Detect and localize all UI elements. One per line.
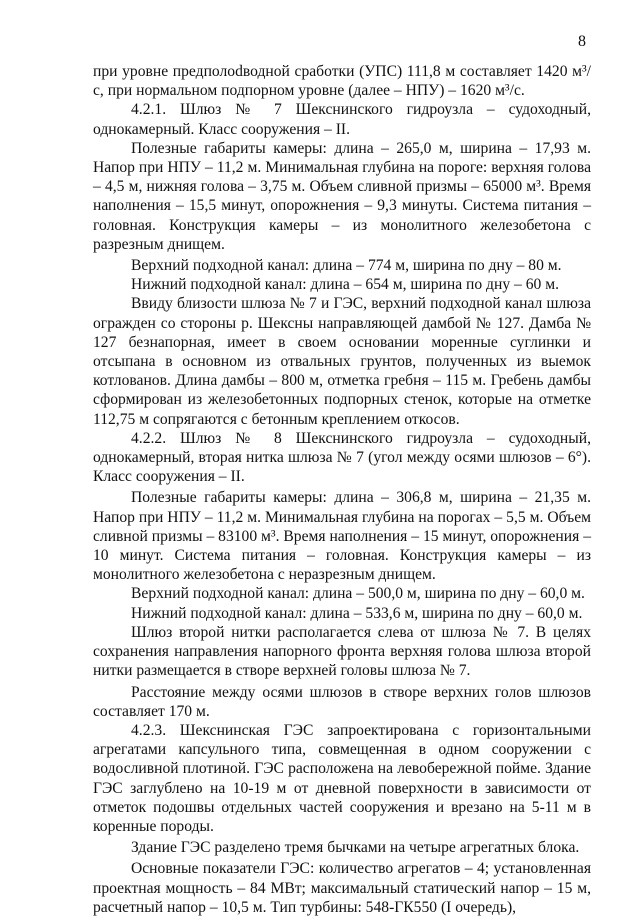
paragraph-ups-flow: при уровне предполоdводной сработки (УПС) 111,8 м составляет 1420 м³/с, при нормальном подпорном уровне (далее – НПУ) – 1620 м³/с.	[93, 63, 591, 100]
paragraph-lock7-dimensions: Полезные габариты камеры: длина – 265,0 м, ширина – 17,93 м. Напор при НПУ – 11,2 м. Минимальная глубина на пороге: верхняя голова – 4,5 м, нижняя голова – 3,75 м. Объем сливной призмы – 65000 м³. Время наполнения – 15,5 минут, опорожнения – 9,3 минуты. Система питания – головная. Конструкция камеры – из монолитного железобетона с разрезным днищем.	[93, 139, 591, 253]
paragraph-dam-127: Ввиду близости шлюза № 7 и ГЭС, верхний подходной канал шлюза огражден со стороны р. Шексны направляющей дамбой № 127. Дамба № 127 безнапорная, имеет в своем основании моренные суглинки и отсыпана в основном из отвальных грунтов, полученных из выемок котлованов. Длина дамбы – 800 м, отметка гребня – 115 м. Гребень дамбы сформирован из железобетонных подпорных стенок, которые на отметке 112,75 м сопрягаются с бетонным креплением откосов.	[93, 295, 591, 428]
paragraph-hpp-indicators: Основные показатели ГЭС: количество агрегатов – 4; установленная проектная мощность – 84 МВт; максимальный статический напор – 15 м, расчетный напор – 10,5 м. Тип турбины: 548-ГК550 (I очередь),	[93, 860, 591, 916]
page-number: 8	[578, 33, 586, 50]
paragraph-lock8-dimensions: Полезные габариты камеры: длина – 306,8 м, ширина – 21,35 м. Напор при НПУ – 11,2 м. Минимальная глубина на порогах – 5,5 м. Объем сливной призмы – 83100 м³. Время наполнения – 15 минут, опорожнения – 10 минут. Система питания – головная. Конструкция камеры – из монолитного железобетона с неразрезным днищем.	[93, 489, 591, 584]
paragraph-lock8-lower-channel: Нижний подходной канал: длина – 533,6 м, ширина по дну – 60,0 м.	[131, 604, 583, 622]
paragraph-hpp-blocks: Здание ГЭС разделено тремя бычками на четыре агрегатных блока.	[131, 839, 580, 857]
paragraph-axis-distance: Расстояние между осями шлюзов в створе верхних голов шлюзов составляет 170 м.	[93, 683, 591, 720]
paragraph-lock8-upper-channel: Верхний подходной канал: длина – 500,0 м, ширина по дну – 60,0 м.	[131, 585, 585, 603]
paragraph-section-4-2-3: 4.2.3. Шекснинская ГЭС запроектирована с горизонтальными агрегатами капсульного типа, совмещенная в одном сооружении с водосливной плотиной. ГЭС расположена на левобережной пойме. Здание ГЭС заглублено на 10-19 м от дневной поверхности в зависимости от отметок подошвы отдельных частей сооружения и врезано на 5-11 м в коренные породы.	[93, 721, 591, 835]
paragraph-section-4-2-2: 4.2.2. Шлюз № 8 Шекснинского гидроузла – судоходный, однокамерный, вторая нитка шлюза № 7 (угол между осями шлюзов – 6°). Класс сооружения – II.	[93, 429, 591, 486]
paragraph-lock7-lower-channel: Нижний подходной канал: длина – 654 м, ширина по дну – 60 м.	[131, 276, 559, 294]
paragraph-lock7-upper-channel: Верхний подходной канал: длина – 774 м, ширина по дну – 80 м.	[131, 257, 562, 275]
paragraph-section-4-2-1: 4.2.1. Шлюз № 7 Шекснинского гидроузла – судоходный, однокамерный. Класс сооружения – II.	[93, 101, 591, 138]
paragraph-second-line-location: Шлюз второй нитки располагается слева от шлюза № 7. В целях сохранения направления напорного фронта верхняя голова шлюза второй нитки размещается в створе верхней головы шлюза № 7.	[93, 623, 591, 680]
document-body	[93, 62, 591, 917]
